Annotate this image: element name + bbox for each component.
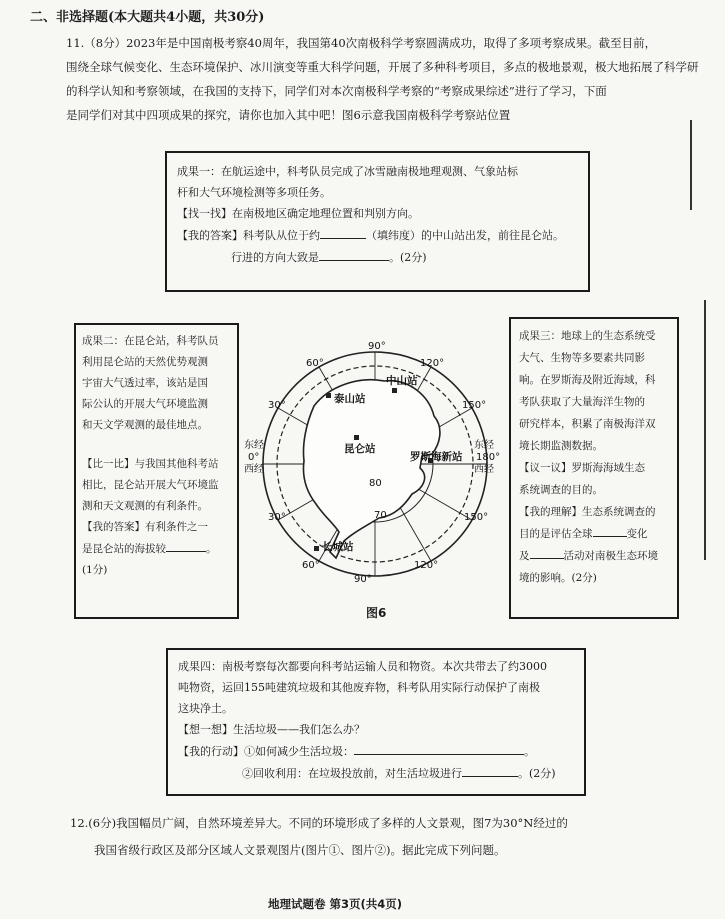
result-3-answer: 及 活动对南极生态环境 bbox=[519, 545, 669, 567]
result-3-box bbox=[509, 317, 679, 619]
lon-label: 30° bbox=[268, 512, 286, 523]
station-label-taishan: 泰山站 bbox=[334, 393, 366, 405]
result-2-answer: 是昆仑站的海拔较 。 bbox=[82, 538, 231, 560]
answer-blank[interactable] bbox=[166, 538, 206, 552]
result-3-discuss: 【议一议】罗斯海海域生态 bbox=[519, 462, 645, 474]
result-3-answer: 【我的理解】生态系统调查的 bbox=[519, 506, 656, 518]
figure-6-caption: 图6 bbox=[366, 606, 387, 620]
result-1-text: 成果一：在航运途中，科考队员完成了冰雪融南极地理观测、气象站标 bbox=[177, 165, 518, 178]
answer-blank[interactable] bbox=[319, 246, 389, 261]
margin-rule bbox=[704, 300, 706, 560]
meridian-label-west: 东经 bbox=[244, 440, 264, 451]
answer-blank[interactable] bbox=[530, 545, 564, 559]
result-4-text: 成果四：南极考察每次都要向科考站运输人员和物资。本次共带去了约3000 bbox=[178, 660, 547, 673]
question-11-line: 是同学们对其中四项成果的探究，请你也加入其中吧！图6示意我国南极科学考察站位置 bbox=[66, 108, 511, 122]
result-4-text: 这块净土。 bbox=[178, 702, 233, 715]
result-2-text: 和天文学观测的最佳地点。 bbox=[82, 419, 208, 431]
question-12 bbox=[70, 810, 710, 864]
result-2-compare: 测和天文观测的有利条件。 bbox=[82, 500, 208, 512]
lon-label: 120° bbox=[420, 358, 445, 369]
lon-label: 120° bbox=[414, 560, 439, 571]
section-heading: 二、非选择题(本大题共4小题，共30分) bbox=[30, 10, 265, 25]
result-2-text: 成果二：在昆仑站，科考队员 bbox=[82, 335, 219, 347]
result-4-text: 吨物资，运回155吨建筑垃圾和其他废弃物，科考队用实际行动保护了南极 bbox=[178, 681, 540, 694]
answer-blank[interactable] bbox=[320, 224, 366, 239]
question-11 bbox=[66, 31, 706, 127]
result-1-box bbox=[165, 151, 590, 292]
meridian-label-east: 东经 bbox=[474, 440, 494, 451]
result-3-answer: 目的是评估全球 变化 bbox=[519, 523, 669, 545]
result-2-answer: 【我的答案】有利条件之一 bbox=[82, 521, 208, 533]
lon-label: 90° bbox=[368, 341, 386, 352]
result-3-text: 大气、生物等多要素共同影 bbox=[519, 352, 645, 364]
station-label-zhongshan: 中山站 bbox=[386, 375, 418, 387]
result-2-score: (1分) bbox=[82, 564, 108, 576]
station-label-changcheng: 长城站 bbox=[322, 541, 354, 553]
result-3-answer: 境的影响。(2分) bbox=[519, 572, 597, 584]
result-2-compare: 【比一比】与我国其他科考站 bbox=[82, 458, 219, 470]
lon-label: 90° bbox=[354, 574, 372, 585]
lon-label: 60° bbox=[306, 358, 324, 369]
result-4-action: 【我的行动】①如何减少生活垃圾： 。 bbox=[178, 740, 574, 762]
result-2-text: 际公认的开展大气环境监测 bbox=[82, 398, 208, 410]
result-2-text: 宇宙大气透过率，该站是国 bbox=[82, 377, 208, 389]
result-1-direction: 行进的方向大致是 。(2分) bbox=[177, 246, 578, 268]
result-3-text: 考队获取了大量海洋生物的 bbox=[519, 396, 645, 408]
result-3-text: 境长期监测数据。 bbox=[519, 440, 603, 452]
question-11-line: 的科学认知和考察领域，在我国的支持下，同学们对本次南极科学考察的“考察成果综述”进行了学习，下面 bbox=[66, 84, 607, 98]
lat-label: 80 bbox=[369, 478, 382, 489]
question-12-line: 12.(6分)我国幅员广阔，自然环境差异大。不同的环境形成了多样的人文景观，图7为30°N经过的 bbox=[70, 816, 568, 830]
station-marker-kunlun bbox=[354, 435, 359, 440]
question-11-line: 11.（8分）2023年是中国南极考察40周年，我国第40次南极科学考察圆满成功，取得了多项考察成果。截至目前， bbox=[66, 36, 657, 50]
lon-label: 150° bbox=[464, 512, 489, 523]
result-4-think: 【想一想】生活垃圾——我们怎么办？ bbox=[178, 723, 365, 736]
result-2-box bbox=[74, 323, 239, 619]
question-12-line: 我国省级行政区及部分区域人文景观图片(图片①、图片②)。据此完成下列问题。 bbox=[94, 843, 506, 857]
result-3-discuss: 系统调查的目的。 bbox=[519, 484, 603, 496]
lon-label: 30° bbox=[268, 400, 286, 411]
result-3-text: 响。在罗斯海及附近海域，科 bbox=[519, 374, 656, 386]
answer-blank[interactable] bbox=[354, 740, 524, 755]
station-marker-changcheng bbox=[314, 546, 319, 551]
result-4-box bbox=[166, 648, 586, 796]
result-1-find: 【找一找】在南极地区确定地理位置和判别方向。 bbox=[177, 207, 419, 220]
station-label-luosihai: 罗斯海新站 bbox=[410, 451, 463, 463]
result-1-answer: 【我的答案】科考队从位于约 （填纬度）的中山站出发，前往昆仑站。 bbox=[177, 224, 578, 246]
station-marker-zhongshan bbox=[392, 388, 397, 393]
meridian-label-west: 西经 bbox=[244, 464, 264, 475]
meridian-label-east: 西经 bbox=[474, 464, 494, 475]
margin-rule bbox=[690, 120, 692, 210]
result-3-text: 成果三：地球上的生态系统受 bbox=[519, 330, 656, 342]
station-marker-taishan bbox=[326, 393, 331, 398]
page-footer: 地理试题卷 第3页(共4页) bbox=[268, 897, 403, 911]
result-2-compare: 相比，昆仑站开展大气环境监 bbox=[82, 479, 219, 491]
antarctica-outline bbox=[303, 380, 439, 558]
answer-blank[interactable] bbox=[462, 762, 518, 777]
lon-label: 60° bbox=[302, 560, 320, 571]
question-11-line: 围绕全球气候变化、生态环境保护、冰川演变等重大科学问题，开展了多种科考项目，多点的极地景观，极大地拓展了科学研 bbox=[66, 60, 699, 74]
result-3-text: 研究样本，积累了南极海洋双 bbox=[519, 418, 656, 430]
antarctica-map bbox=[244, 336, 506, 586]
meridian-label-east: 180° bbox=[476, 452, 501, 463]
meridian-label-west: 0° bbox=[248, 452, 260, 463]
result-4-recycle: ②回收利用：在垃圾投放前，对生活垃圾进行 。(2分) bbox=[178, 762, 574, 784]
lat-label: 70 bbox=[374, 510, 387, 521]
lon-label: 150° bbox=[462, 400, 487, 411]
station-label-kunlun: 昆仑站 bbox=[344, 443, 376, 455]
result-1-text: 杆和大气环境检测等多项任务。 bbox=[177, 186, 331, 199]
result-2-text: 利用昆仑站的天然优势观测 bbox=[82, 356, 208, 368]
answer-blank[interactable] bbox=[593, 523, 627, 537]
